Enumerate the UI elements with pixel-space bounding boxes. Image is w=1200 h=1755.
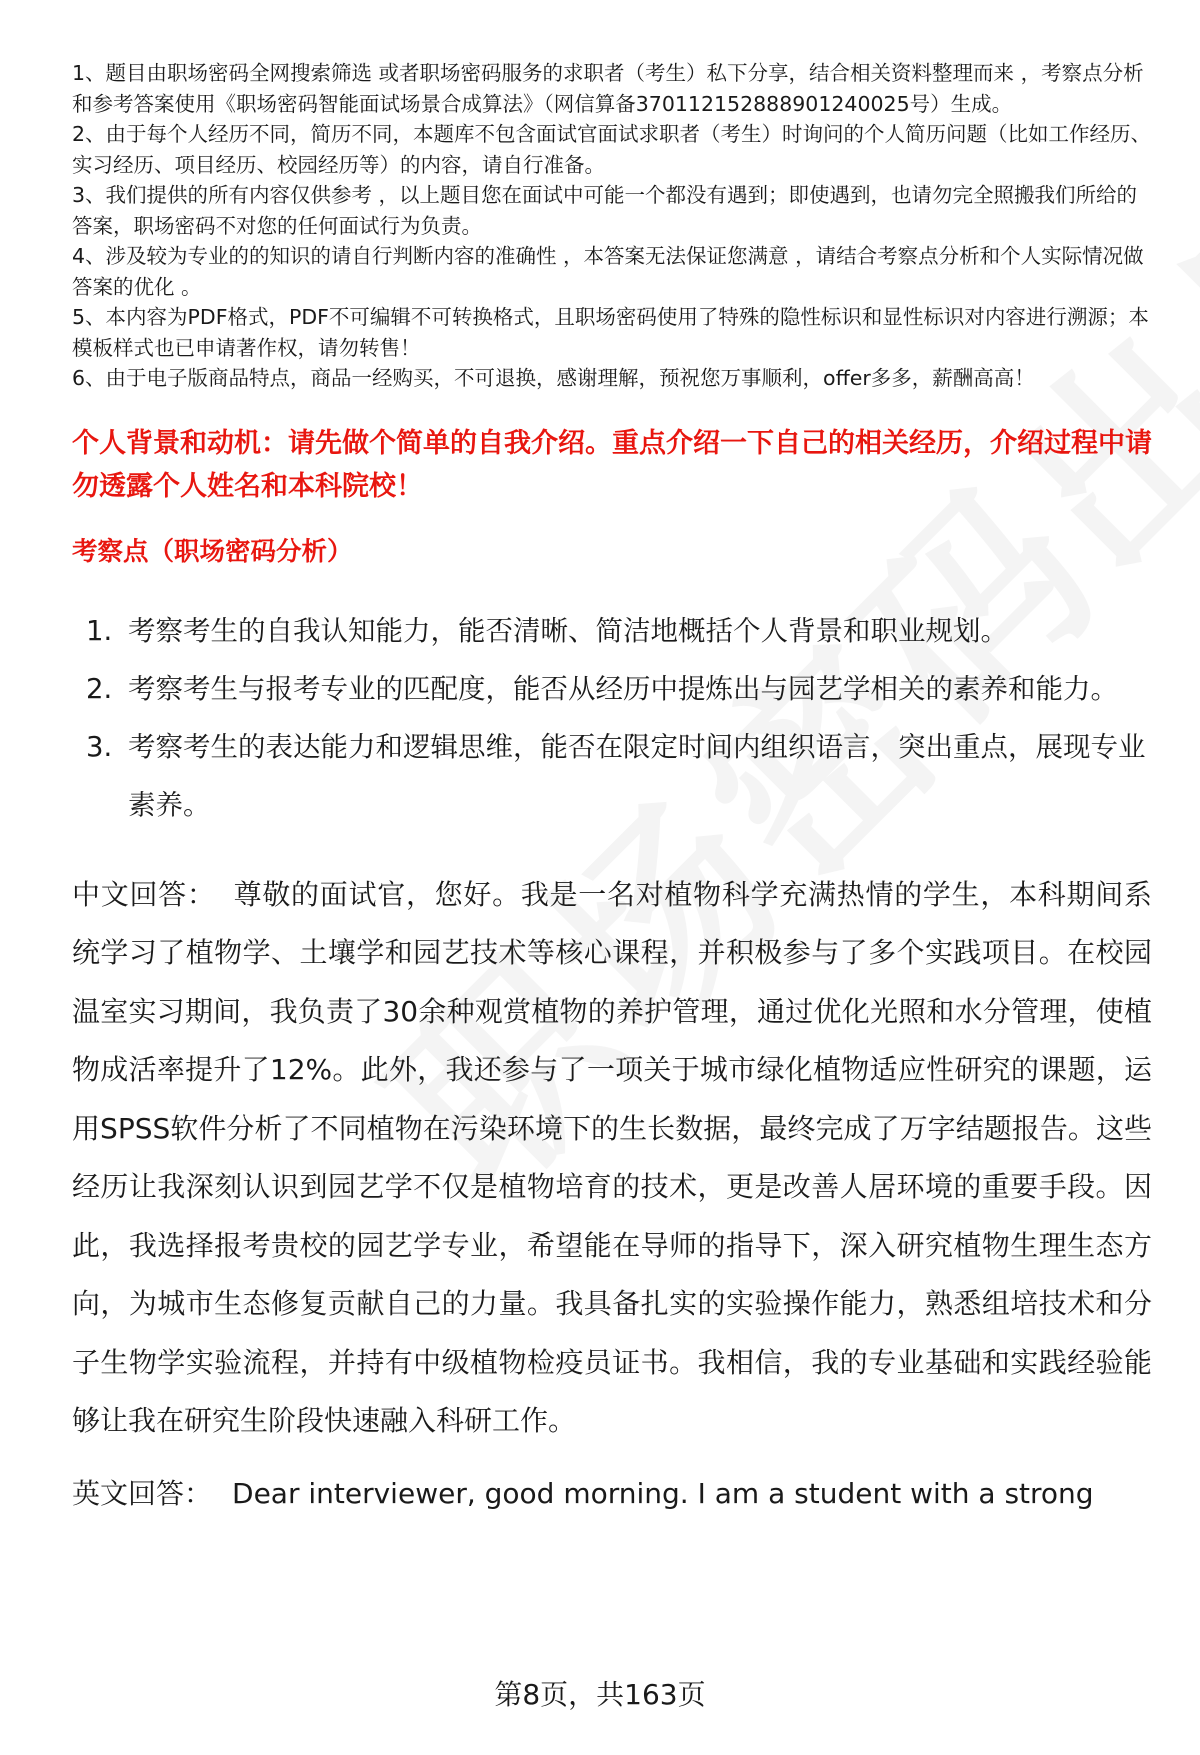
chinese-answer-text: 尊敬的面试官，您好。我是一名对植物科学充满热情的学生，本科期间系统学习了植物学、土壤学和园艺技术等核心课程，并积极参与了多个实践项目。在校园温室实习期间，我负责了30余种观赏植物的养护管理，通过优化光照和水分管理，使植物成活率提升了12%。此外，我还参与了一项关于城市绿化植物适应性研究的课题，运用SPSS软件分析了不同植物在污染环境下的生长数据，最终完成了万字结题报告。这些经历让我深刻认识到园艺学不仅是植物培育的技术，更是改善人居环境的重要手段。因此，我选择报考贵校的园艺学专业，希望能在导师的指导下，深入研究植物生理生态方向，为城市生态修复贡献自己的力量。我具备扎实的实验操作能力，熟悉组培技术和分子生物学实验流程，并持有中级植物检疫员证书。我相信，我的专业基础和实践经验能够让我在研究生阶段快速融入科研工作。 [72,877,1152,1437]
point-number: 1. [86,614,113,647]
point-number: 3. [86,730,113,763]
note-item: 2、由于每个人经历不同，简历不同，本题库不包含面试官面试求职者（考生）时询问的个人简历问题（比如工作经历、实习经历、项目经历、校园经历等）的内容，请自行准备。 [72,122,1152,177]
note-item: 6、由于电子版商品特点，商品一经购买，不可退换，感谢理解，预祝您万事顺利，offer多多，薪酬高高！ [72,366,1035,390]
point-text: 考察考生的自我认知能力，能否清晰、简洁地概括个人背景和职业规划。 [128,614,1008,647]
analysis-points [72,602,1152,834]
chinese-answer [72,866,1152,1451]
analysis-point [72,660,1152,718]
analysis-point [72,602,1152,660]
page-footer: 第8页，共163页 [494,1678,706,1711]
note-item: 5、本内容为PDF格式，PDF不可编辑不可转换格式，且职场密码使用了特殊的隐性标识和显性标识对内容进行溯源；本模板样式也已申请著作权，请勿转售！ [72,305,1149,360]
chinese-answer-label: 中文回答： [72,877,216,911]
analysis-heading: 考察点（职场密码分析） [72,536,353,567]
analysis-point [72,718,1152,834]
note-item: 4、涉及较为专业的的知识的请自行判断内容的准确性 ，本答案无法保证您满意 ，请结合考察点分析和个人实际情况做答案的优化 。 [72,244,1144,299]
disclaimer-notes [72,58,1152,394]
note-item: 3、我们提供的所有内容仅供参考 ，以上题目您在面试中可能一个都没有遇到；即使遇到，也请勿完全照搬我们所给的答案，职场密码不对您的任何面试行为负责。 [72,183,1138,238]
english-answer-label: 英文回答： [72,1476,213,1510]
english-answer [72,1465,1152,1523]
point-text: 考察考生与报考专业的匹配度，能否从经历中提炼出与园艺学相关的素养和能力。 [128,672,1118,705]
point-number: 2. [86,672,113,705]
note-item: 1、题目由职场密码全网搜索筛选 或者职场密码服务的求职者（考生）私下分享，结合相关资料整理而来 ，考察点分析和参考答案使用《职场密码智能面试场景合成算法》（网信算备370112152888901240025号）生成。 [72,61,1144,116]
english-answer-text: Dear interviewer, good morning. I am a student with a strong [232,1476,1094,1510]
point-text: 考察考生的表达能力和逻辑思维，能否在限定时间内组织语言，突出重点，展现专业素养。 [128,730,1146,821]
interview-question: 个人背景和动机：请先做个简单的自我介绍。重点介绍一下自己的相关经历，介绍过程中请勿透露个人姓名和本科院校！ [72,427,1152,502]
